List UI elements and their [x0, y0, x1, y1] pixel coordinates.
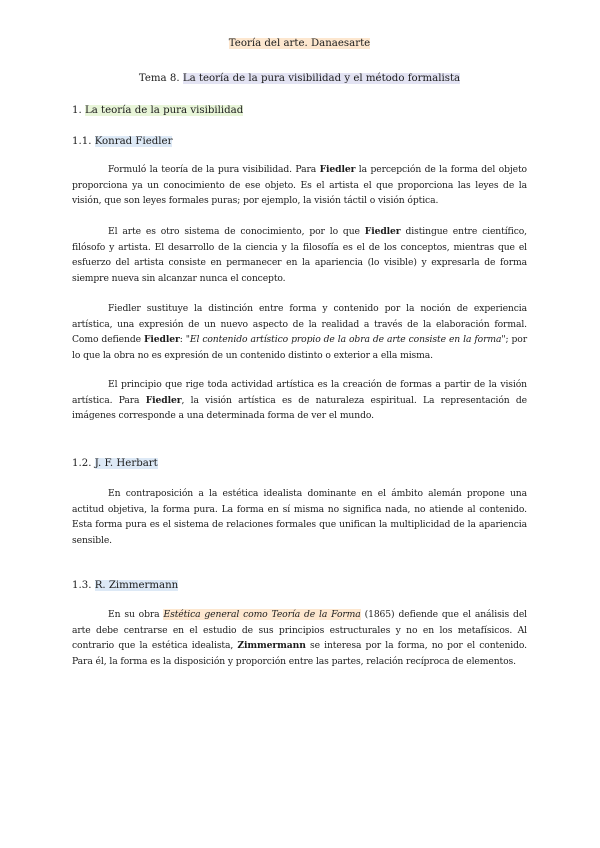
paragraph-3-text-d: ; por lo que la obra no es expresión de un contenido distinto o exterior a ella misma. [72, 334, 527, 361]
paragraph-1-text-c: la percepción de la forma del objeto proporciona ya un conocimiento de ese objeto. Es el artista el que proporciona las leyes de la visión, que son leyes formales puras; por ejemplo, la visión táctil o visión óptica. [72, 164, 527, 207]
section-1-number: 1. [72, 105, 85, 116]
paragraph-6-text-a: En su obra [108, 609, 164, 620]
paragraph-6-text-c: (1865) defiende que el análisis del arte debe centrarse en el estudio de sus principios estructurales y no en los metafísicos. Al contrario que la estética idealista, [72, 609, 528, 652]
paragraph-2-name: Fiedler [364, 226, 401, 237]
subsection-1-3-title: R. Zimmermann [94, 580, 179, 591]
paragraph-1 [72, 162, 527, 209]
paragraph-2 [72, 224, 527, 286]
section-1-heading [72, 104, 243, 117]
paragraph-3-quote: "El contenido artístico propio de la obra de arte consiste en la forma" [185, 334, 506, 346]
subsection-1-2-number: 1.2. [72, 458, 95, 469]
paragraph-3-name: Fiedler [143, 334, 180, 346]
paragraph-4 [72, 377, 527, 424]
document-header [72, 37, 527, 50]
subsection-1-2-title: J. F. Herbart [94, 458, 158, 469]
paragraph-1-name: Fiedler [319, 164, 356, 175]
subsection-1-1-heading [72, 135, 172, 148]
paragraph-4-text-a: El principio que rige toda actividad artística es la creación de formas a partir de la visión artística. Para [72, 379, 527, 406]
subsection-1-1-title: Konrad Fiedler [94, 136, 173, 147]
paragraph-1-text-a: Formuló la teoría de la pura visibilidad. Para [108, 164, 320, 175]
paragraph-3 [72, 301, 527, 363]
topic-prefix: Tema 8. [138, 73, 183, 84]
paragraph-6 [72, 607, 527, 669]
header-title: Teoría del arte. Danaesarte [228, 38, 371, 49]
paragraph-4-name: Fiedler [145, 394, 182, 406]
paragraph-5-text-a: En contraposición a la estética idealista dominante en el ámbito alemán propone una actitud objetiva, la forma pura. La forma en sí misma no significa nada, no atiende al contenido. Esta forma pura es el sistema de relaciones formales que unifican la multiplicidad de la apariencia sensible. [72, 488, 527, 546]
paragraph-2-text-a: El arte es otro sistema de conocimiento, por lo que [108, 226, 365, 237]
subsection-1-2-heading [72, 457, 158, 470]
topic-title [72, 72, 527, 85]
paragraph-6-text-d: se interesa por la forma, no por el contenido. Para él, la forma es la disposición y proporción entre las partes, relación recíproca de elementos. [72, 640, 527, 667]
subsection-1-1-number: 1.1. [72, 136, 95, 147]
paragraph-3-text-a: Fiedler sustituye la distinción entre forma y contenido por la noción de experiencia artística, una expresión de un nuevo aspecto de la realidad a través de la elaboración formal. Como defiende [72, 303, 527, 346]
section-1-title: La teoría de la pura visibilidad [84, 105, 244, 116]
book-title: Estética general como Teoría de la Forma [163, 609, 361, 620]
subsection-1-3-heading [72, 579, 178, 592]
topic-title-text: La teoría de la pura visibilidad y el método formalista [182, 73, 461, 84]
paragraph-2-text-c: distingue entre científico, filósofo y artista. El desarrollo de la ciencia y la filosofía es el de los conceptos, mientras que el esfuerzo del artista consiste en permanecer en la apariencia (lo visible) y expresarla de forma siempre nueva sin alcanzar nunca el concepto. [72, 226, 527, 284]
paragraph-4-text-c: , la visión artística es de naturaleza espiritual. La representación de imágenes corresponde a una determinada forma de ver el mundo. [72, 394, 528, 422]
paragraph-5 [72, 486, 527, 548]
subsection-1-3-number: 1.3. [72, 580, 95, 591]
paragraph-6-name: Zimmermann [237, 640, 306, 652]
paragraph-3-text-c: : [179, 334, 186, 346]
